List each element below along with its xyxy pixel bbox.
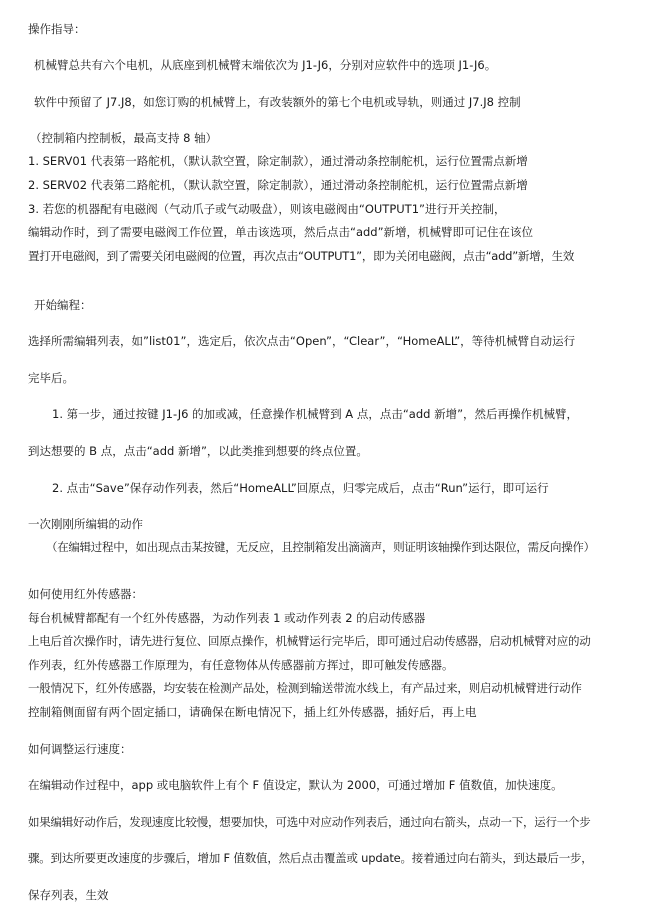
paragraph-line: 到达想要的 B 点，点击“add 新增”，以此类推到想要的终点位置。 [28, 444, 368, 458]
list-item-serv01: 1. SERV01 代表第一路舵机，（默认款空置，除定制款），通过滑动条控制舵机，运行位置需点新增 [28, 154, 528, 168]
paragraph-line: 保存列表，生效 [28, 888, 109, 902]
note-limit: （在编辑过程中，如出现点击某按键，无反应，且控制箱发出滴滴声，则证明该轴操作到达限位，需反向操作） [46, 540, 595, 554]
paragraph-line: 选择所需编辑列表，如”list01”，选定后，依次点击“Open”，“Clear”，“HomeALL”，等待机械臂自动运行 [28, 334, 576, 348]
heading-operation-guide: 操作指导： [28, 22, 86, 36]
paragraph-line: 在编辑动作过程中，app 或电脑软件上有个 F 值设定，默认为 2000，可通过增加 F 值数值，加快速度。 [28, 778, 563, 792]
step-1: 1. 第一步，通过按键 J1-J6 的加或减，任意操作机械臂到 A 点，点击“add 新增”，然后再操作机械臂， [52, 407, 579, 421]
paragraph-line: 骤。到达所要更改速度的步骤后，增加 F 值数值，然后点击覆盖或 update。接着通过向右箭头，到达最后一步， [28, 851, 593, 865]
paragraph-line: 一次刚刚所编辑的动作 [28, 517, 143, 531]
heading-start-programming: 开始编程： [34, 298, 92, 312]
paragraph-line: 编辑动作时，到了需要电磁阀工作位置，单击该选项，然后点击“add”新增，机械臂即可记住在该位 [28, 225, 534, 239]
paragraph-line: 软件中预留了 J7.J8，如您订购的机械臂上，有改装额外的第七个电机或导轨，则通过 J7.J8 控制 [34, 95, 521, 109]
heading-infrared-sensor: 如何使用红外传感器： [28, 587, 143, 601]
paragraph-line: 如果编辑好动作后，发现速度比较慢，想要加快，可选中对应动作列表后，通过向右箭头，点动一下，运行一个步 [28, 815, 591, 829]
paragraph-line: 完毕后。 [28, 371, 74, 385]
paragraph-line: 控制箱侧面留有两个固定插口，请确保在断电情况下，插上红外传感器，插好后，再上电 [28, 705, 477, 719]
paragraph-line: 一般情况下，红外传感器，均安装在检测产品处，检测到输送带流水线上，有产品过来，则启动机械臂进行动作 [28, 681, 582, 695]
paragraph-line: （控制箱内控制板，最高支持 8 轴） [30, 131, 218, 145]
paragraph-line: 作列表，红外传感器工作原理为，有任意物体从传感器前方挥过，即可触发传感器。 [28, 658, 454, 672]
paragraph-line: 机械臂总共有六个电机，从底座到机械臂末端依次为 J1-J6，分别对应软件中的选项 J1-J6。 [34, 58, 497, 72]
paragraph-line: 上电后首次操作时，请先进行复位、回原点操作，机械臂运行完毕后，即可通过启动传感器，启动机械臂对应的动 [28, 634, 591, 648]
list-item-serv02: 2. SERV02 代表第二路舵机，（默认款空置，除定制款），通过滑动条控制舵机，运行位置需点新增 [28, 178, 528, 192]
paragraph-line: 每台机械臂都配有一个红外传感器，为动作列表 1 或动作列表 2 的启动传感器 [28, 611, 426, 625]
list-item-solenoid: 3. 若您的机器配有电磁阀（气动爪子或气动吸盘），则该电磁阀由“OUTPUT1”进行开关控制， [28, 202, 506, 216]
heading-adjust-speed: 如何调整运行速度： [28, 742, 132, 756]
paragraph-line: 置打开电磁阀，到了需要关闭电磁阀的位置，再次点击“OUTPUT1”，即为关闭电磁阀，点击“add”新增，生效 [28, 249, 575, 263]
step-2: 2. 点击“Save”保存动作列表，然后“HomeALL”回原点，归零完成后，点击“Run”运行，即可运行 [52, 481, 549, 495]
